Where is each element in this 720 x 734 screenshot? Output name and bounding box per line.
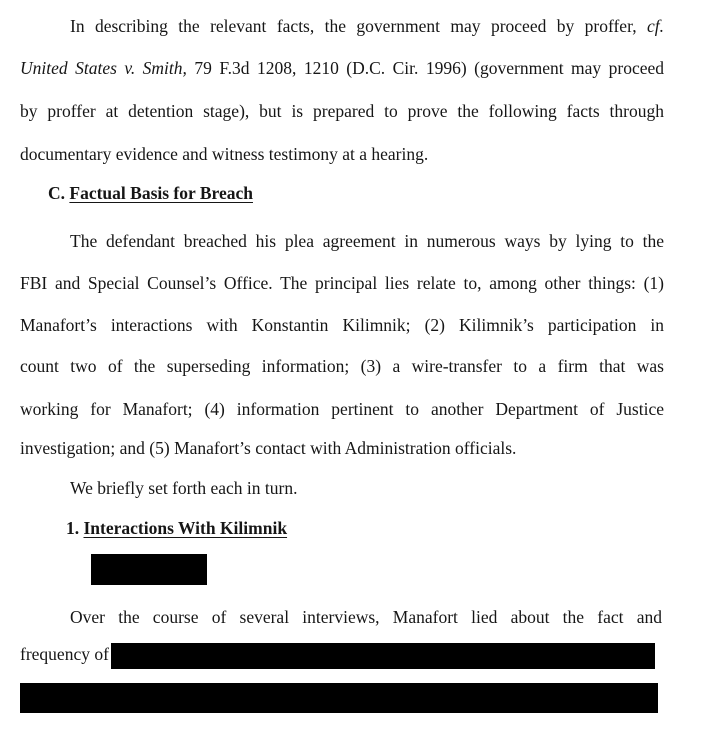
paragraph1-line2: United States v. Smith, 79 F.3d 1208, 1210 (D.C. Cir. 1996) (government may proceed (20, 58, 664, 78)
paragraph2-line2: FBI and Special Counsel’s Office. The principal lies relate to, among other things: (1) (20, 273, 664, 293)
paragraph1-line4: documentary evidence and witness testimony at a hearing. (20, 144, 429, 164)
redaction-line (20, 683, 658, 713)
paragraph3: We briefly set forth each in turn. (70, 478, 298, 498)
paragraph1-line1: In describing the relevant facts, the government may proceed by proffer, cf. (70, 16, 664, 36)
paragraph2-line5: working for Manafort; (4) information pertinent to another Department of Justice (20, 399, 664, 419)
section-c-label: C. (48, 183, 66, 203)
redaction-inline (111, 643, 655, 669)
paragraph2-line1: The defendant breached his plea agreement in numerous ways by lying to the (70, 231, 664, 251)
section-c-title: Factual Basis for Breach (69, 183, 253, 203)
cf-text: cf. (646, 16, 664, 36)
case-name: United States v. Smith, (20, 58, 187, 78)
paragraph2-line3: Manafort’s interactions with Konstantin Kilimnik; (2) Kilimnik’s participation in (20, 315, 664, 335)
paragraph1-line3: by proffer at detention stage), but is prepared to prove the following facts through (20, 101, 664, 121)
paragraph4-line1: Over the course of several interviews, Manafort lied about the fact and (70, 607, 662, 627)
paragraph2-line6: investigation; and (5) Manafort’s contact with Administration officials. (20, 438, 517, 458)
case-citation: 79 F.3d 1208, 1210 (D.C. Cir. 1996) (194, 58, 467, 78)
paragraph4-line2: frequency of (20, 642, 664, 669)
section-1-label: 1. (66, 518, 80, 538)
redaction-block (91, 554, 207, 585)
section-c-heading (48, 181, 692, 205)
section-1-title: Interactions With Kilimnik (83, 518, 288, 538)
paragraph2-line4: count two of the superseding information; (3) a wire-transfer to a firm that was (20, 356, 664, 376)
section-1-heading (66, 516, 710, 540)
